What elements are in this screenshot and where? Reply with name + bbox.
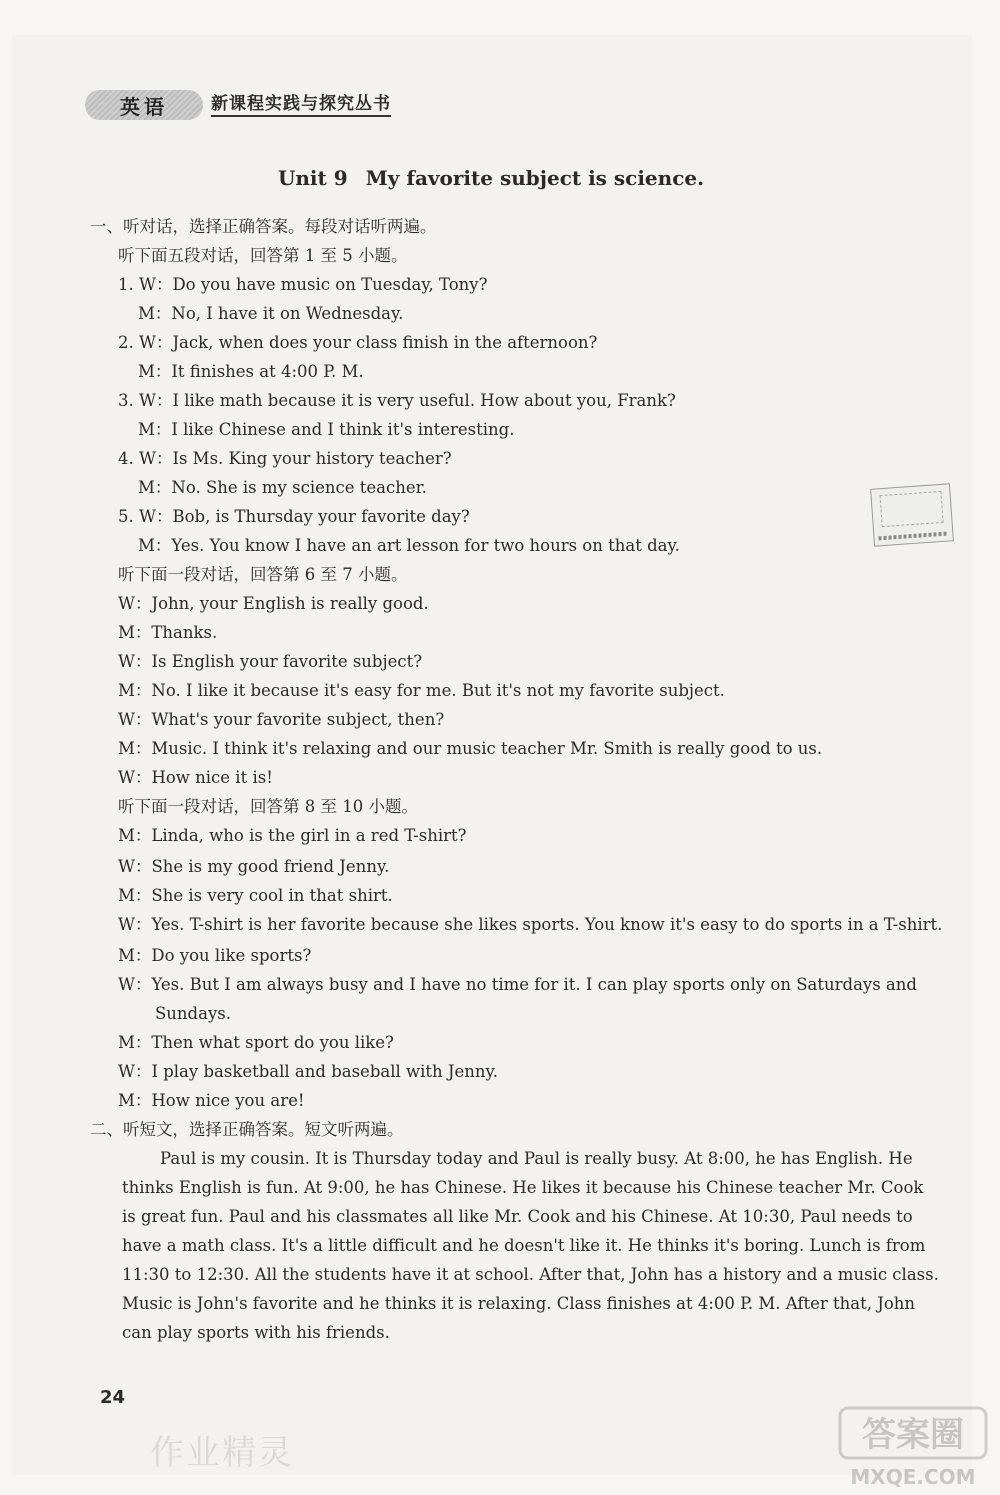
dialog-2-line: M：Music. I think it's relaxing and our music teacher Mr. Smith is really good to us. <box>118 739 823 758</box>
section-1-intro-2: 听下面一段对话，回答第 6 至 7 小题。 <box>118 565 408 584</box>
passage-line: thinks English is fun. At 9:00, he has Chinese. He likes it because his Chinese teacher Mr. Cook <box>122 1178 924 1197</box>
passage-line: Paul is my cousin. It is Thursday today and Paul is really busy. At 8:00, he has English. He <box>160 1149 913 1168</box>
page-header <box>85 88 391 122</box>
passage-line: can play sports with his friends. <box>122 1323 390 1342</box>
homework-stamp <box>870 483 954 546</box>
stamp-dots <box>878 532 948 541</box>
dialog-3-line: W：Yes. T-shirt is her favorite because she likes sports. You know it's easy to do sports in a T-shirt. <box>118 915 943 934</box>
unit-name: My favorite subject is science. <box>365 166 705 190</box>
dialog-3-line: Sundays. <box>155 1004 231 1023</box>
passage-line: is great fun. Paul and his classmates all like Mr. Cook and his Chinese. At 10:30, Paul needs to <box>122 1207 913 1226</box>
question-1-w: 1. W：Do you have music on Tuesday, Tony? <box>118 275 488 294</box>
dialog-3-line: M：Do you like sports? <box>118 946 312 965</box>
unit-number: Unit 9 <box>277 166 348 190</box>
dialog-2-line: W：John, your English is really good. <box>118 594 429 613</box>
dialog-2-line: M：No. I like it because it's easy for me. But it's not my favorite subject. <box>118 681 725 700</box>
section-1-heading: 一、听对话，选择正确答案。每段对话听两遍。 <box>90 217 437 236</box>
dialog-2-line: M：Thanks. <box>118 623 218 642</box>
watermark-logo-text: 答案圈 <box>862 1415 964 1455</box>
question-5-w: 5. W：Bob, is Thursday your favorite day? <box>118 507 470 526</box>
stamp-frame <box>880 491 944 527</box>
dialog-2-line: W：Is English your favorite subject? <box>118 652 423 671</box>
watermark-text: 作业精灵 <box>150 1433 294 1473</box>
dialog-3-line: M：She is very cool in that shirt. <box>118 886 393 905</box>
question-1-m: M：No, I have it on Wednesday. <box>138 304 404 323</box>
section-1-intro-1: 听下面五段对话，回答第 1 至 5 小题。 <box>118 246 408 265</box>
question-2-w: 2. W：Jack, when does your class finish in the afternoon? <box>118 333 598 352</box>
passage-line: 11:30 to 12:30. All the students have it at school. After that, John has a history and a music class. <box>122 1265 939 1284</box>
series-title: 新课程实践与探究丛书 <box>211 94 391 117</box>
dialog-3-line: W：Yes. But I am always busy and I have no time for it. I can play sports only on Saturdays and <box>118 975 917 994</box>
question-4-m: M：No. She is my science teacher. <box>138 478 427 497</box>
watermark-logo <box>838 1400 988 1490</box>
passage-line: Music is John's favorite and he thinks it is relaxing. Class finishes at 4:00 P. M. After that, John <box>122 1294 916 1313</box>
question-2-m: M：It finishes at 4:00 P. M. <box>138 362 364 381</box>
unit-title <box>0 166 1000 190</box>
subject-badge: 英语 <box>85 90 203 120</box>
dialog-2-line: W：What's your favorite subject, then? <box>118 710 445 729</box>
dialog-3-line: M：Then what sport do you like? <box>118 1033 394 1052</box>
page-number: 24 <box>100 1387 126 1408</box>
dialog-2-line: W：How nice it is! <box>118 768 273 787</box>
section-1-intro-3: 听下面一段对话，回答第 8 至 10 小题。 <box>118 797 418 816</box>
passage-line: have a math class. It's a little difficult and he doesn't like it. He thinks it's boring. Lunch is from <box>122 1236 926 1255</box>
question-4-w: 4. W：Is Ms. King your history teacher? <box>118 449 452 468</box>
dialog-3-line: M：Linda, who is the girl in a red T-shirt? <box>118 826 467 845</box>
dialog-3-line: W：I play basketball and baseball with Jenny. <box>118 1062 498 1081</box>
dialog-3-line: M：How nice you are! <box>118 1091 305 1110</box>
question-5-m: M：Yes. You know I have an art lesson for two hours on that day. <box>138 536 680 555</box>
section-2-heading: 二、听短文，选择正确答案。短文听两遍。 <box>90 1120 404 1139</box>
dialog-3-line: W：She is my good friend Jenny. <box>118 857 390 876</box>
watermark-url: MXQE.COM <box>850 1465 976 1489</box>
question-3-m: M：I like Chinese and I think it's interesting. <box>138 420 515 439</box>
question-3-w: 3. W：I like math because it is very useful. How about you, Frank? <box>118 391 676 410</box>
